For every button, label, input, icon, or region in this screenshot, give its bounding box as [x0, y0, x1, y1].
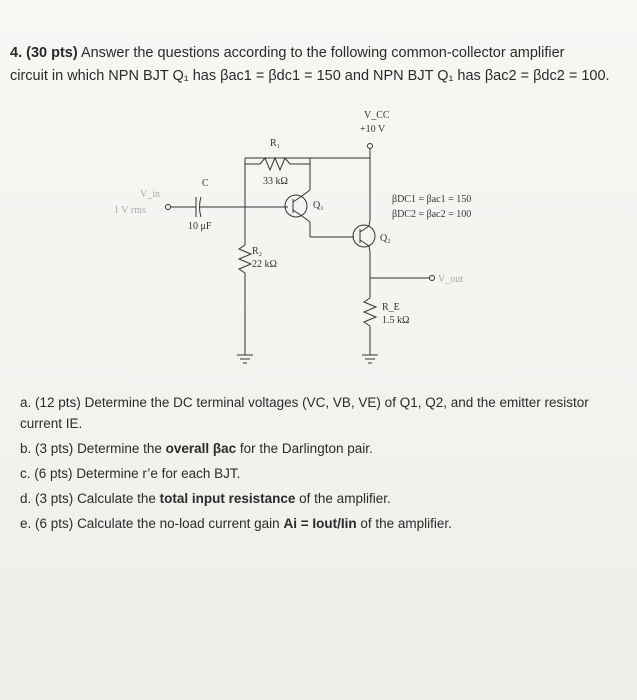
- r2-label: R₂: [252, 246, 263, 257]
- part-a-label: a.: [20, 395, 32, 410]
- part-e-text-post: of the amplifier.: [356, 516, 452, 531]
- part-a-text: Determine the DC terminal voltages (VC, VB, VE) of Q1, Q2, and the emitter resistor current IE.: [20, 395, 589, 431]
- circuit-diagram: [100, 100, 520, 390]
- r1-label: R₁: [270, 138, 281, 149]
- part-d: [20, 488, 620, 509]
- re-value: 1.5 kΩ: [382, 315, 410, 326]
- q2-transistor: [353, 225, 375, 247]
- beta2-note: βDC2 = βac2 = 100: [392, 209, 472, 220]
- r1-value: 33 kΩ: [263, 176, 288, 187]
- q1-label: Q₁: [313, 200, 324, 211]
- vcc-terminal: [368, 144, 373, 149]
- vin-terminal: [166, 205, 171, 210]
- question-number: 4.: [10, 45, 23, 61]
- vin-label: V_in: [140, 189, 160, 200]
- question-text-line1: Answer the questions according to the following common-collector amplifier: [80, 45, 565, 61]
- part-a-points: (12 pts): [35, 395, 81, 410]
- part-e-label: e.: [20, 516, 32, 531]
- part-b-text-post: for the Darlington pair.: [236, 441, 373, 456]
- vcc-label: V_CC: [364, 110, 390, 121]
- part-d-text-pre: Calculate the: [77, 491, 160, 506]
- q2-label: Q₂: [380, 233, 391, 244]
- part-c-text: Determine r’e for each BJT.: [76, 466, 241, 481]
- part-d-label: d.: [20, 491, 32, 506]
- vout-terminal: [430, 276, 435, 281]
- re-label: R_E: [382, 302, 400, 313]
- part-a: [20, 392, 620, 434]
- r1-resistor: [260, 158, 290, 170]
- part-b-text-pre: Determine the: [77, 441, 166, 456]
- part-b-label: b.: [20, 441, 32, 456]
- part-d-points: (3 pts): [35, 491, 74, 506]
- re-resistor: [364, 298, 376, 326]
- part-e-text-pre: Calculate the no-load current gain: [77, 516, 284, 531]
- part-c-label: c.: [20, 466, 31, 481]
- q1-transistor: [285, 195, 307, 217]
- part-e: [20, 513, 620, 534]
- part-d-text-bold: total input resistance: [159, 491, 296, 506]
- part-c-points: (6 pts): [34, 466, 73, 481]
- r2-resistor: [239, 245, 251, 273]
- part-e-points: (6 pts): [35, 516, 74, 531]
- part-c: [20, 463, 620, 484]
- part-e-text-bold: Ai = Iout/Iin: [283, 516, 357, 531]
- schematic: [100, 100, 520, 390]
- source-value: 1 V rms: [114, 205, 146, 216]
- capacitor-value: 10 μF: [188, 221, 212, 232]
- r2-value: 22 kΩ: [252, 259, 277, 270]
- beta1-note: βDC1 = βac1 = 150: [392, 194, 472, 205]
- part-d-text-post: of the amplifier.: [295, 491, 391, 506]
- question-header: [10, 42, 620, 88]
- part-b-points: (3 pts): [35, 441, 74, 456]
- question-parts: [20, 392, 620, 538]
- part-b-text-bold: overall βac: [165, 441, 237, 456]
- vcc-value: +10 V: [360, 124, 386, 135]
- capacitor-label: C: [202, 178, 209, 189]
- question-points: (30 pts): [26, 45, 78, 61]
- vout-label: V_out: [438, 274, 463, 285]
- question-text-line2: circuit in which NPN BJT Q₁ has βac1 = βdc1 = 150 and NPN BJT Q₁ has βac2 = βdc2 = 100.: [10, 68, 610, 84]
- part-b: [20, 438, 620, 459]
